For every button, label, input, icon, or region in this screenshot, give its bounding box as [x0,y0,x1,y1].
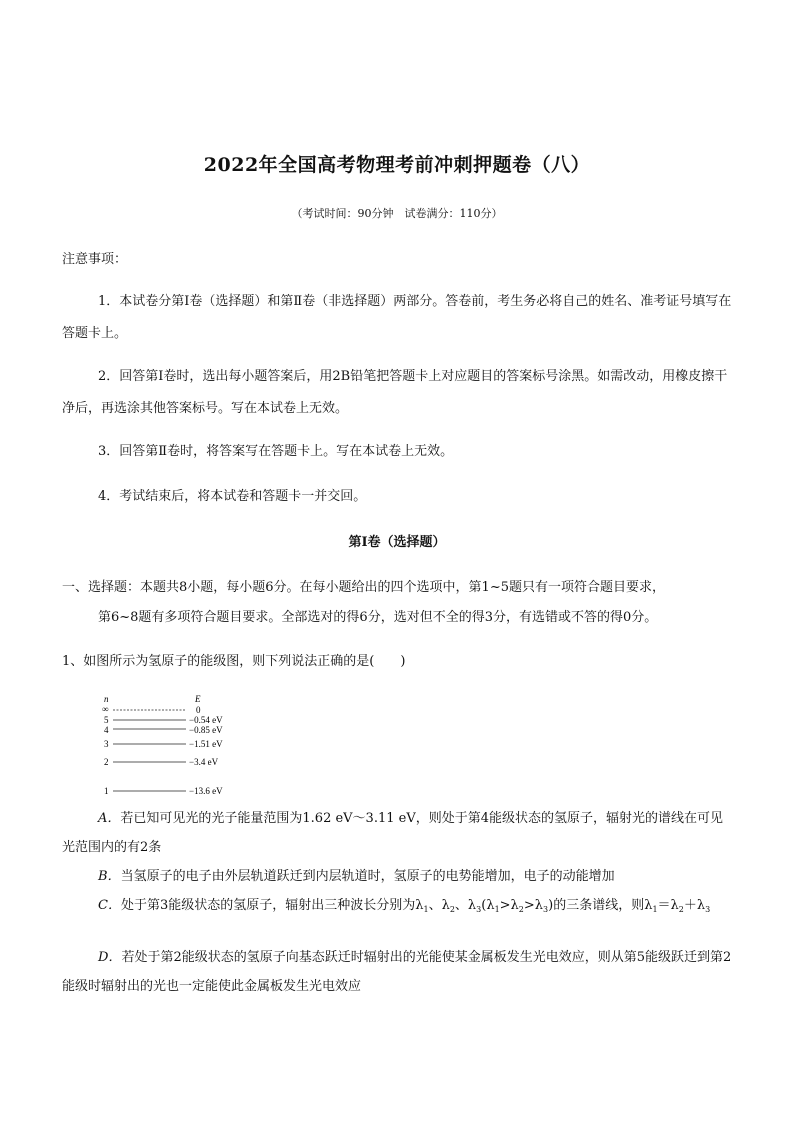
option-a-letter: A． [98,811,121,826]
level-n-3: 3 [104,739,109,749]
note-item-2: 2．回答第Ⅰ卷时，选出每小题答案后，用2B铅笔把答题卡上对应题目的答案标号涂黑。如需改动，用橡皮擦干净后，再选涂其他答案标号。写在本试卷上无效。 [62,369,728,416]
option-d [62,943,734,1001]
option-a-text: 若已知可见光的光子能量范围为1.62 eV～3.11 eV，则处于第4能级状态的氢原子，辐射光的谱线在可见光范围内的有2条 [62,811,723,855]
note-item-4: 4．考试结束后，将本试卷和答题卡一并交回。 [98,489,367,504]
level-n-inf: ∞ [102,704,109,714]
question-1-stem: 1、如图所示为氢原子的能级图，则下列说法正确的是( ) [62,654,406,669]
option-c-text-b: 的三条谱线，则λ [553,898,653,913]
option-c-letter: C． [98,898,121,913]
option-a [62,804,734,862]
level-e-2: −3.4 eV [189,757,219,767]
option-b-letter: B． [98,869,121,884]
page-title: 2022年全国高考物理考前冲刺押题卷（八） [203,154,591,176]
option-c: C．处于第3能级状态的氢原子，辐射出三种波长分别为$\lambda_1$、$\lambda_2$、$\lambda_3(\lambda_1>\lambda_2>\lambda_3)$的三条谱线，则$\lambda_1=\lambda_2+\lambda_3$ [98,898,711,914]
level-e-4: −0.85 eV [189,725,223,735]
exam-info: （考试时间：90分钟 试卷满分：110分） [291,207,503,220]
level-e-3: −1.51 eV [189,739,223,749]
section-instructions-line1: 一、选择题：本题共8小题，每小题6分。在每小题给出的四个选项中，第1~5题只有一项符合题目要求， [62,580,665,595]
level-n-5: 5 [104,715,109,725]
option-d-text: 若处于第2能级状态的氢原子向基态跃迁时辐射出的光能使某金属板发生光电效应，则从第5能级跃迁到第2能级时辐射出的光也一定能使此金属板发生光电效应 [62,950,732,994]
section-instructions-line2: 第6~8题有多项符合题目要求。全部选对的得6分，选对但不全的得3分，有选错或不答的得0分。 [98,610,658,625]
energy-level-diagram [96,690,246,800]
option-c-text-a: 处于第3能级状态的氢原子，辐射出三种波长分别为λ [120,898,424,913]
option-b-text: 当氢原子的电子由外层轨道跃迁到内层轨道时，氢原子的电势能增加，电子的动能增加 [120,869,615,884]
level-n-4: 4 [104,725,109,735]
level-n-1: 1 [104,786,109,796]
level-e-5: −0.54 eV [189,715,223,725]
note-item-1: 1．本试卷分第Ⅰ卷（选择题）和第Ⅱ卷（非选择题）两部分。答卷前，考生务必将自己的姓名、准考证号填写在答题卡上。 [62,294,732,341]
section-title: 第Ⅰ卷（选择题） [348,535,446,550]
level-e-1: −13.6 eV [189,786,223,796]
level-n-2: 2 [104,757,109,767]
option-d-letter: D． [98,950,122,965]
axis-label-n: n [104,694,109,704]
note-item-3: 3．回答第Ⅱ卷时，将答案写在答题卡上。写在本试卷上无效。 [98,444,454,459]
option-b [62,862,734,891]
level-e-inf: 0 [196,705,201,715]
notes-heading: 注意事项： [62,252,128,267]
axis-label-e: E [195,694,201,704]
